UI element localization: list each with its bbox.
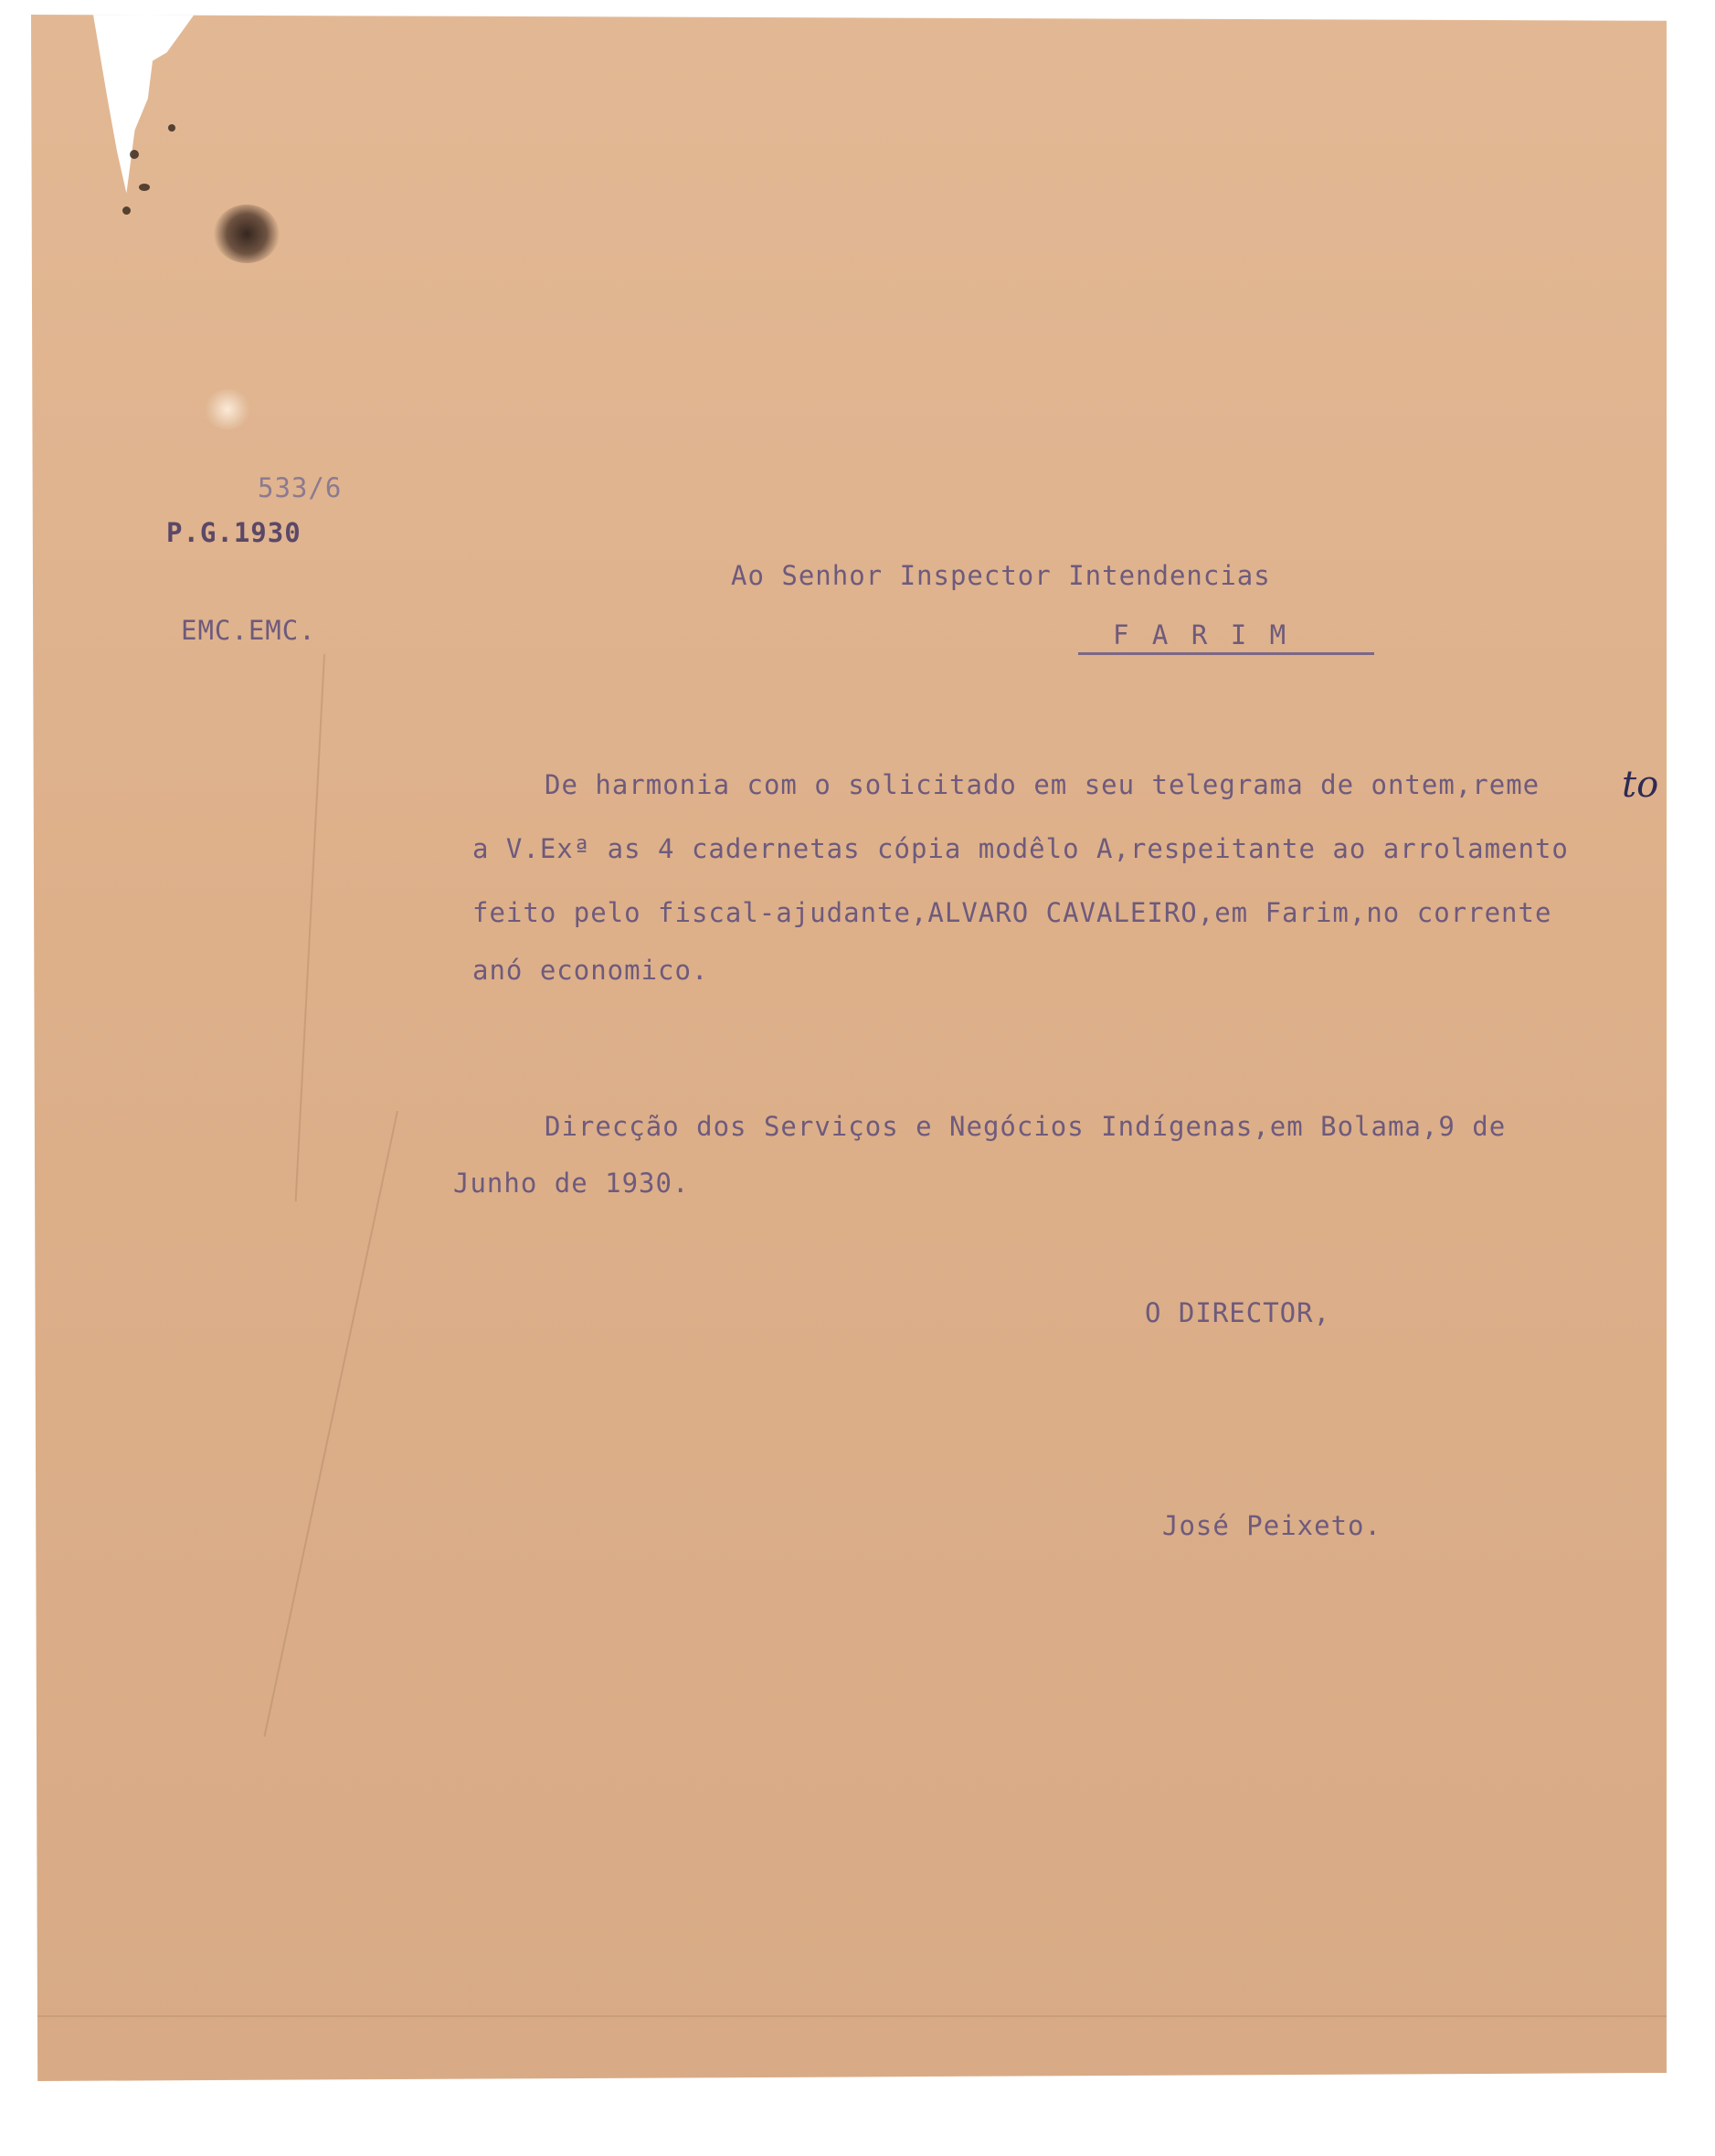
body-line-2: a V.Exª as 4 cadernetas cópia modêlo A,respeitante ao arrolamento: [472, 833, 1569, 864]
place-underline: [1078, 652, 1374, 655]
ink-speck: [130, 150, 139, 159]
typist-initials: EMC.EMC.: [181, 615, 316, 646]
paper-crease: [295, 654, 325, 1201]
signature-name: José Peixeto.: [1162, 1510, 1382, 1541]
body-line-3: feito pelo fiscal-ajudante,ALVARO CAVALEIRO,em Farim,no corrente: [472, 897, 1552, 928]
reference-number: 533/6: [258, 472, 343, 503]
ink-speck: [168, 124, 175, 132]
paper-crease: [263, 1111, 397, 1737]
addressee-line: Ao Senhor Inspector Intendencias: [731, 560, 1271, 591]
ink-stain: [214, 205, 280, 263]
torn-corner: [81, 15, 200, 225]
addressee-place: F A R I M: [1113, 619, 1290, 650]
body-line-1: De harmonia com o solicitado em seu telegrama de ontem,reme: [545, 769, 1540, 800]
punch-mark: [205, 389, 250, 429]
handwritten-correction: to: [1622, 764, 1659, 806]
signature-title: O DIRECTOR,: [1145, 1297, 1331, 1328]
ink-speck: [139, 184, 150, 191]
bottom-fold: [31, 2015, 1667, 2017]
paper-sheet: [31, 15, 1667, 2081]
ink-speck: [122, 206, 131, 215]
pg-reference: P.G.1930: [166, 517, 302, 548]
body-line-4: anó economico.: [472, 955, 709, 986]
closing-line-1: Direcção dos Serviços e Negócios Indígenas,em Bolama,9 de: [545, 1111, 1507, 1142]
closing-line-2: Junho de 1930.: [453, 1168, 690, 1199]
